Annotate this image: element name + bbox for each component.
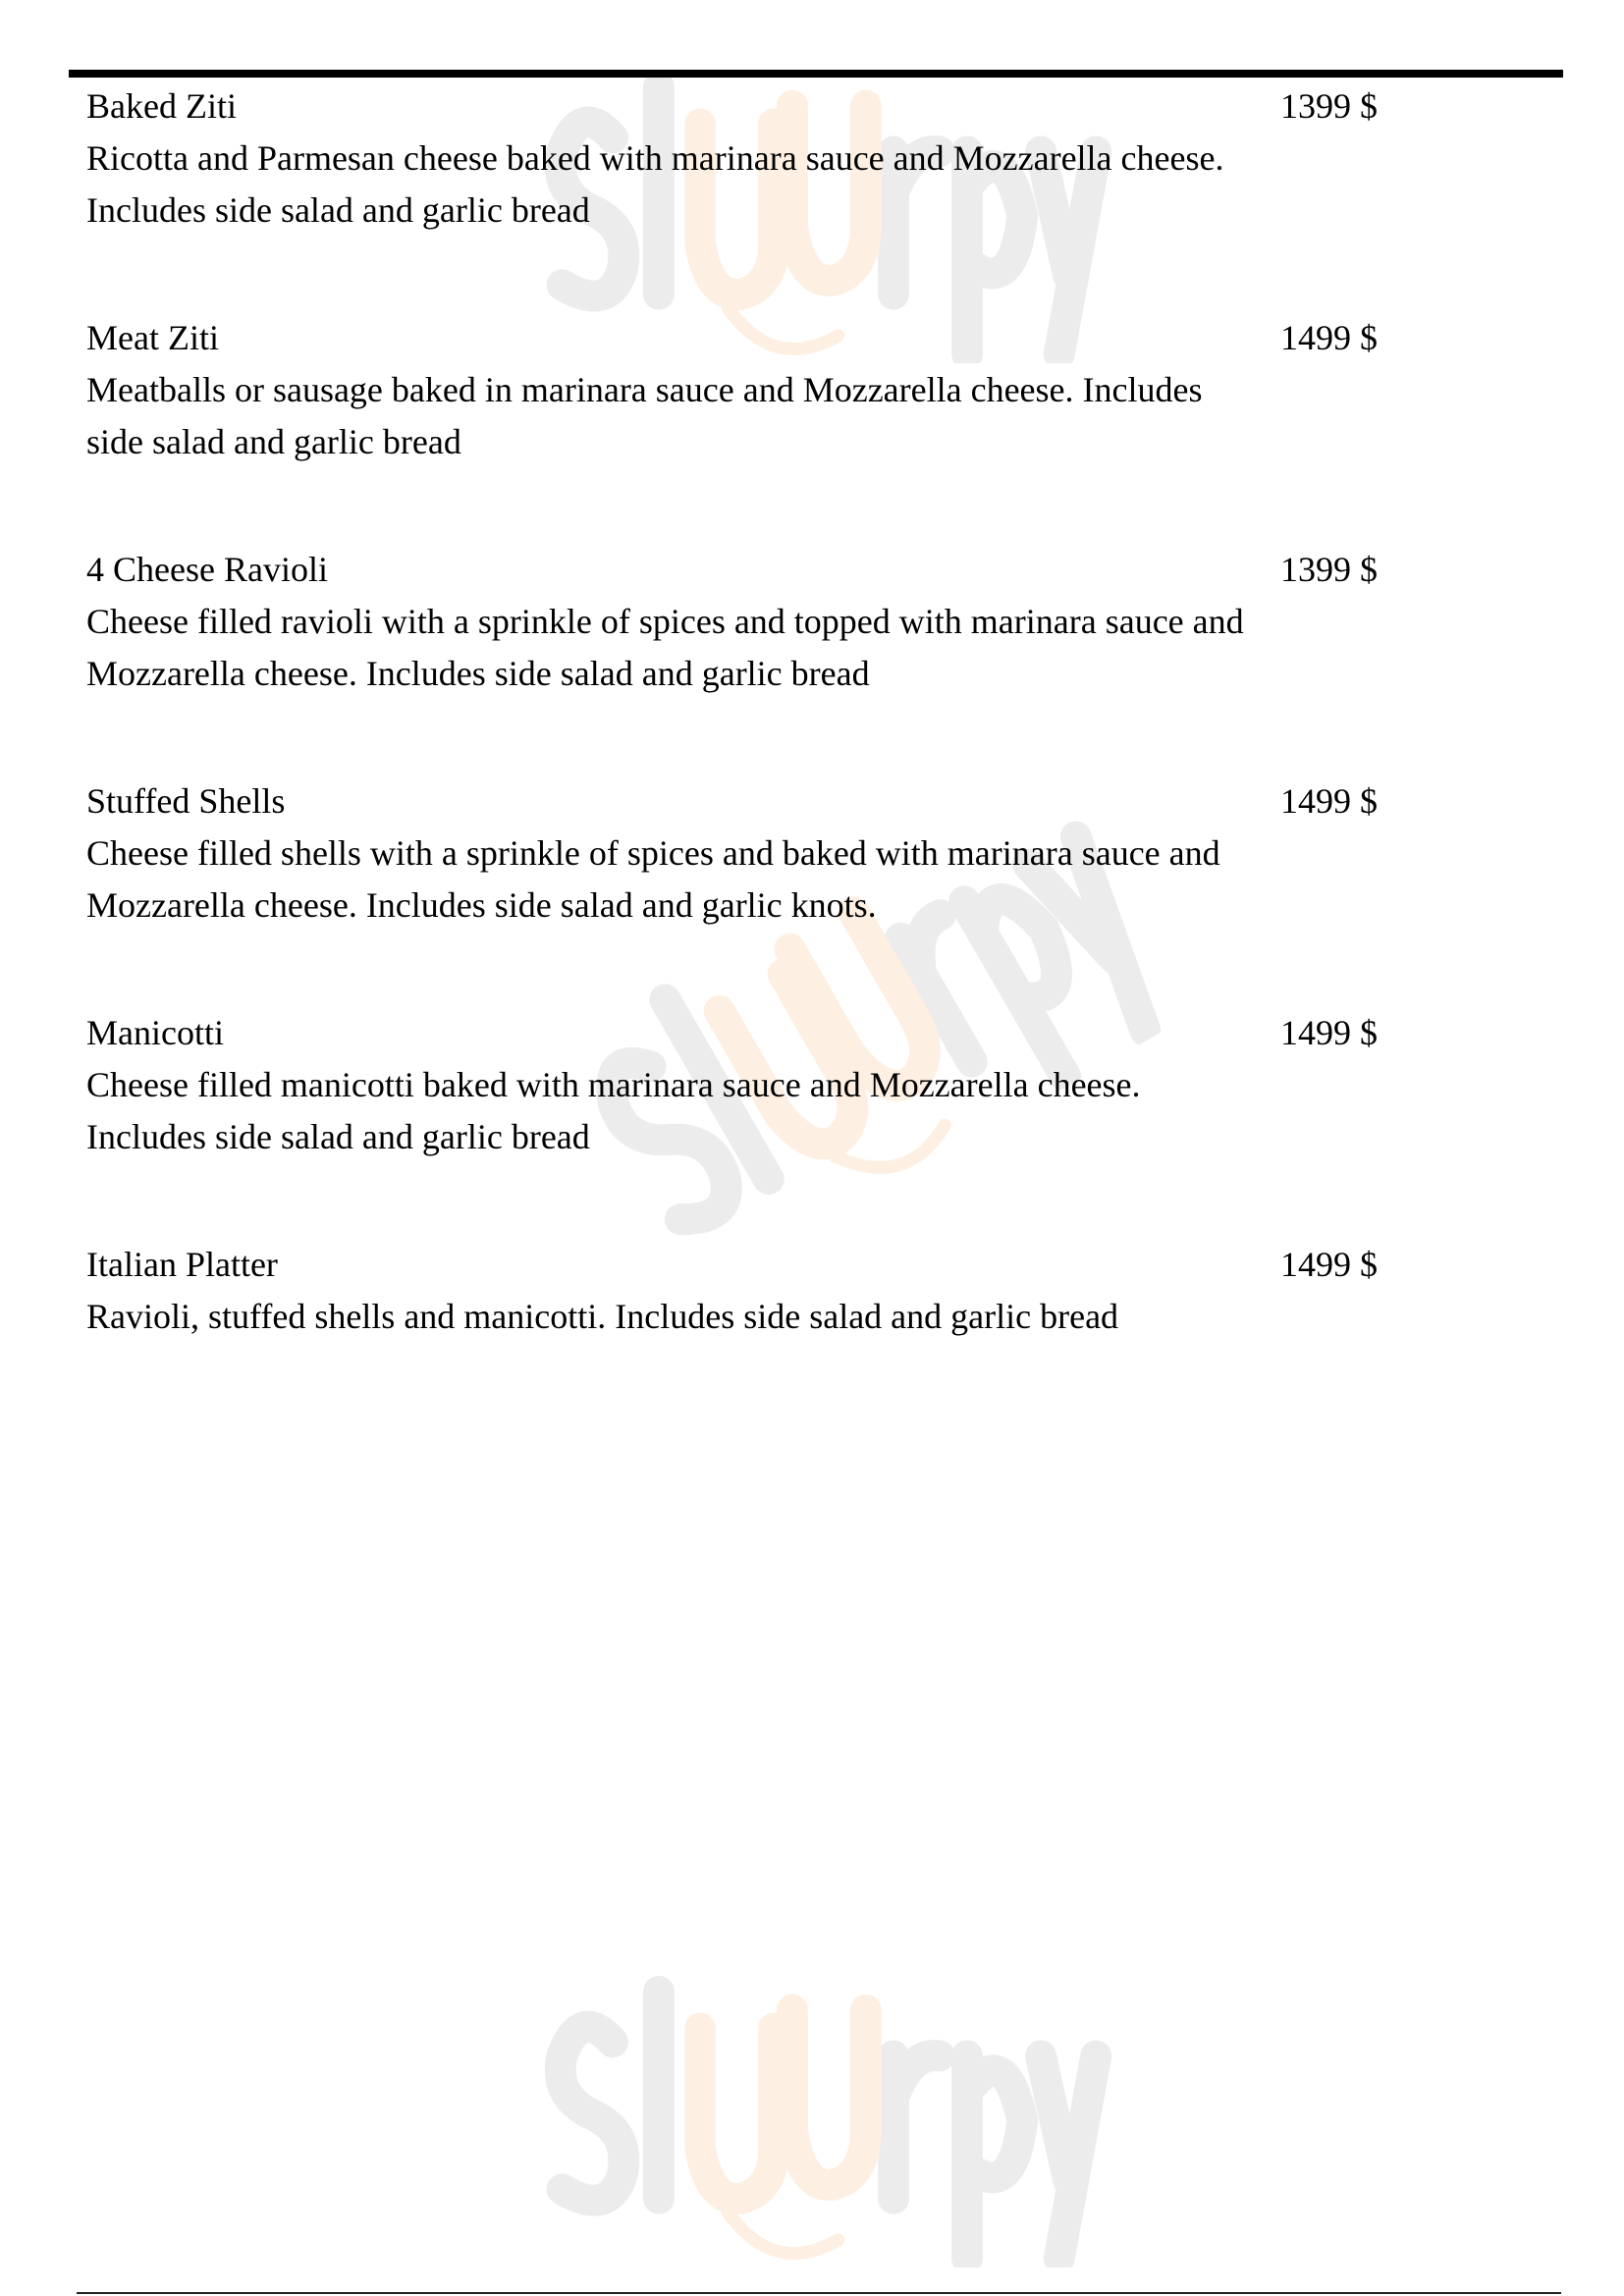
item-description: Ravioli, stuffed shells and manicotti. Includes side salad and garlic bread — [86, 1297, 1119, 1336]
item-price: 1499 $ — [1280, 781, 1378, 821]
item-price: 1399 $ — [1280, 86, 1378, 126]
item-description: Cheese filled shells with a sprinkle of spices and baked with marinara sauce and Mozzarella cheese. Includes side salad and garlic knots. — [86, 833, 1220, 925]
item-text — [86, 312, 1245, 468]
item-text — [86, 775, 1245, 932]
item-description: Meatballs or sausage baked in marinara sauce and Mozzarella cheese. Includes side salad and garlic bread — [86, 370, 1203, 461]
item-name: Manicotti — [86, 1013, 224, 1052]
top-rule — [69, 70, 1563, 78]
item-description: Cheese filled ravioli with a sprinkle of spices and topped with marinara sauce and Mozzarella cheese. Includes side salad and garlic bread — [86, 602, 1244, 693]
item-name: Italian Platter — [86, 1245, 278, 1284]
item-name: Stuffed Shells — [86, 781, 286, 821]
item-price: 1499 $ — [1280, 1013, 1378, 1052]
menu-item — [86, 1007, 1520, 1163]
item-description: Cheese filled manicotti baked with marinara sauce and Mozzarella cheese. Includes side salad and garlic bread — [86, 1065, 1141, 1156]
menu-list — [86, 80, 1520, 1418]
menu-item — [86, 775, 1520, 932]
item-price: 1499 $ — [1280, 318, 1378, 357]
item-name: Meat Ziti — [86, 318, 219, 357]
item-name: 4 Cheese Ravioli — [86, 550, 328, 589]
bottom-rule — [77, 2292, 1561, 2294]
item-text — [86, 1007, 1245, 1163]
menu-item — [86, 80, 1520, 237]
watermark-logo-bottom — [412, 1973, 1227, 2268]
menu-item — [86, 544, 1520, 700]
item-text — [86, 80, 1245, 237]
menu-item — [86, 1239, 1520, 1343]
item-text — [86, 544, 1245, 700]
menu-item — [86, 312, 1520, 468]
item-text — [86, 1239, 1245, 1343]
item-price: 1399 $ — [1280, 550, 1378, 589]
item-description: Ricotta and Parmesan cheese baked with marinara sauce and Mozzarella cheese. Includes side salad and garlic bread — [86, 138, 1224, 230]
item-name: Baked Ziti — [86, 86, 237, 126]
item-price: 1499 $ — [1280, 1245, 1378, 1284]
